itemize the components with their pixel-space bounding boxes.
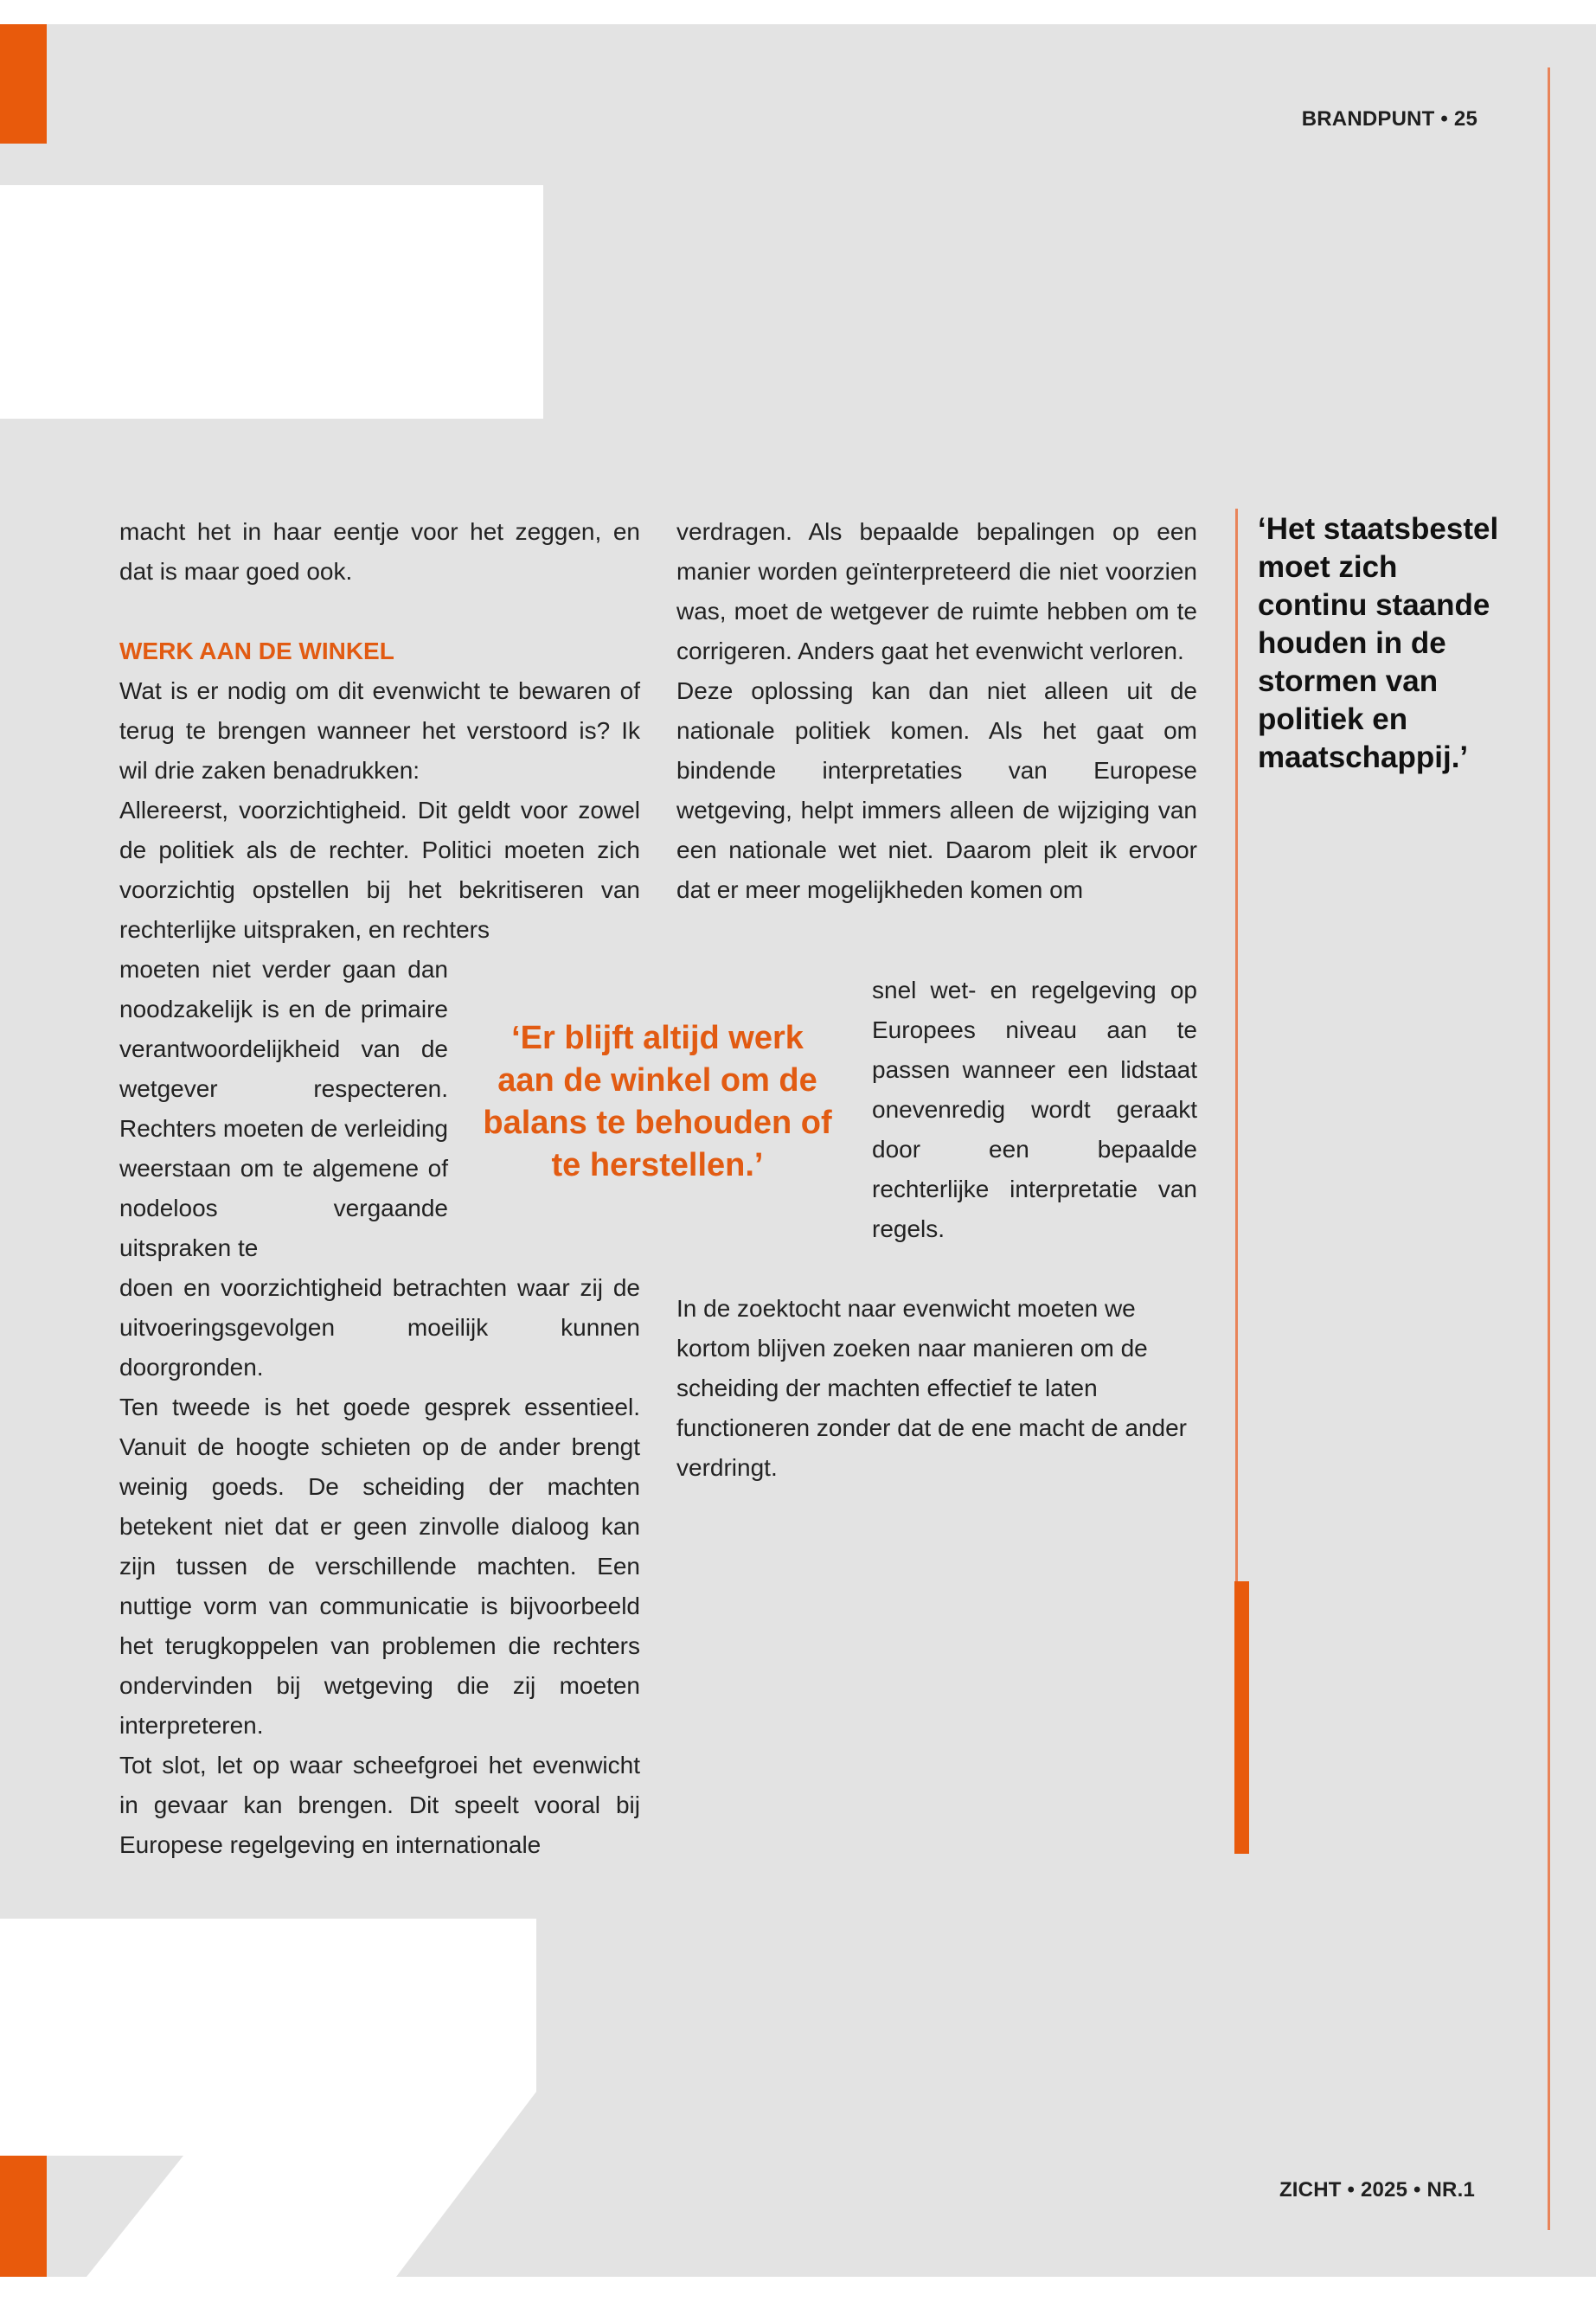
paragraph: In de zoektocht naar evenwicht moeten we kortom blijven zoeken naar manieren om de scheiding der machten effectief te laten functioneren zonder dat de ene macht de ander verdringt. xyxy=(676,1295,1187,1481)
publication-year: 2025 xyxy=(1360,2178,1408,2202)
publication-name: ZICHT xyxy=(1279,2178,1342,2202)
footer-separator: • xyxy=(1413,2178,1421,2202)
column-1 xyxy=(119,512,640,1865)
running-footer xyxy=(1279,2178,1475,2202)
pull-quote: ‘Er blijft altijd werk aan de winkel om de balans te behouden of te herstellen.’ xyxy=(483,1020,832,1183)
section-name: BRANDPUNT xyxy=(1301,107,1435,131)
paragraph: doen en voorzichtigheid betrachten waar zij de uitvoeringsgevolgen moeilijk kunnen doorgronden. xyxy=(119,1274,640,1381)
side-orange-bar xyxy=(1234,1581,1249,1854)
bottom-white-shape xyxy=(0,1919,554,2277)
right-margin-rule xyxy=(1548,67,1550,2230)
top-orange-tab xyxy=(0,24,47,144)
bottom-orange-tab xyxy=(0,2156,47,2277)
image-placeholder-top xyxy=(0,185,543,419)
column-2-end xyxy=(676,1289,1197,1488)
issue-number: NR.1 xyxy=(1426,2178,1475,2202)
paragraph: verdragen. Als bepaalde bepalingen op een manier worden geïnterpreteerd die niet voorzien was, moet de wetgever de ruimte hebben om te corrigeren. Anders gaat het evenwicht verloren. xyxy=(676,518,1197,664)
paragraph: Wat is er nodig om dit evenwicht te bewaren of terug te brengen wanneer het verstoord is? Ik wil drie zaken benadrukken: xyxy=(119,677,640,784)
paragraph: Allereerst, voorzichtigheid. Dit geldt voor zowel de politiek als de rechter. Politici moeten zich voorzichtig opstellen bij het bekritiseren van rechterlijke uitspraken, en rechters xyxy=(119,797,640,943)
running-header xyxy=(1302,107,1477,131)
paragraph: macht het in haar eentje voor het zeggen, en dat is maar goed ook. xyxy=(119,518,640,585)
section-subhead: WERK AAN DE WINKEL xyxy=(119,638,394,664)
paragraph: Tot slot, let op waar scheefgroei het evenwicht in gevaar kan brengen. Dit speelt vooral bij Europese regelgeving en internationale xyxy=(119,1752,640,1858)
paragraph: Deze oplossing kan dan niet alleen uit de nationale politiek komen. Als het gaat om bindende interpretaties van Europese wetgeving, helpt immers alleen de wijziging van een nationale wet niet. Daarom pleit ik ervoor dat er meer mogelijkheden komen om xyxy=(676,677,1197,903)
paragraph-wrapped: moeten niet verder gaan dan noodzakelijk is en de primaire verantwoordelijkheid van de wetgever respecteren. Rechters moeten de verleiding weerstaan om te algemene of nodeloos vergaande uitspraken te xyxy=(119,956,448,1261)
column-2 xyxy=(676,512,1197,910)
side-quote: ‘Het staatsbestel moet zich continu staande houden in de stormen van politiek en maatschappij.’ xyxy=(1258,512,1499,774)
page-number: 25 xyxy=(1453,107,1477,131)
paragraph-wrapped: snel wet- en regelgeving op Europees niveau aan te passen wanneer een lidstaat onevenredig wordt geraakt door een bepaalde rechterlijke interpretatie van regels. xyxy=(872,977,1197,1242)
column-2-wrapped xyxy=(872,971,1197,1249)
paragraph: Ten tweede is het goede gesprek essentieel. Vanuit de hoogte schieten op de ander brengt weinig goeds. De scheiding der machten betekent niet dat er geen zinvolle dialoog kan zijn tussen de verschillende machten. Een nuttige vorm van communicatie is bijvoorbeeld het terugkoppelen van problemen die rechters ondervinden bij wetgeving die zij moeten interpreteren. xyxy=(119,1394,640,1739)
side-quote-rule xyxy=(1235,509,1238,1612)
page xyxy=(0,24,1596,2277)
footer-separator: • xyxy=(1347,2178,1356,2202)
header-separator: • xyxy=(1440,107,1449,131)
